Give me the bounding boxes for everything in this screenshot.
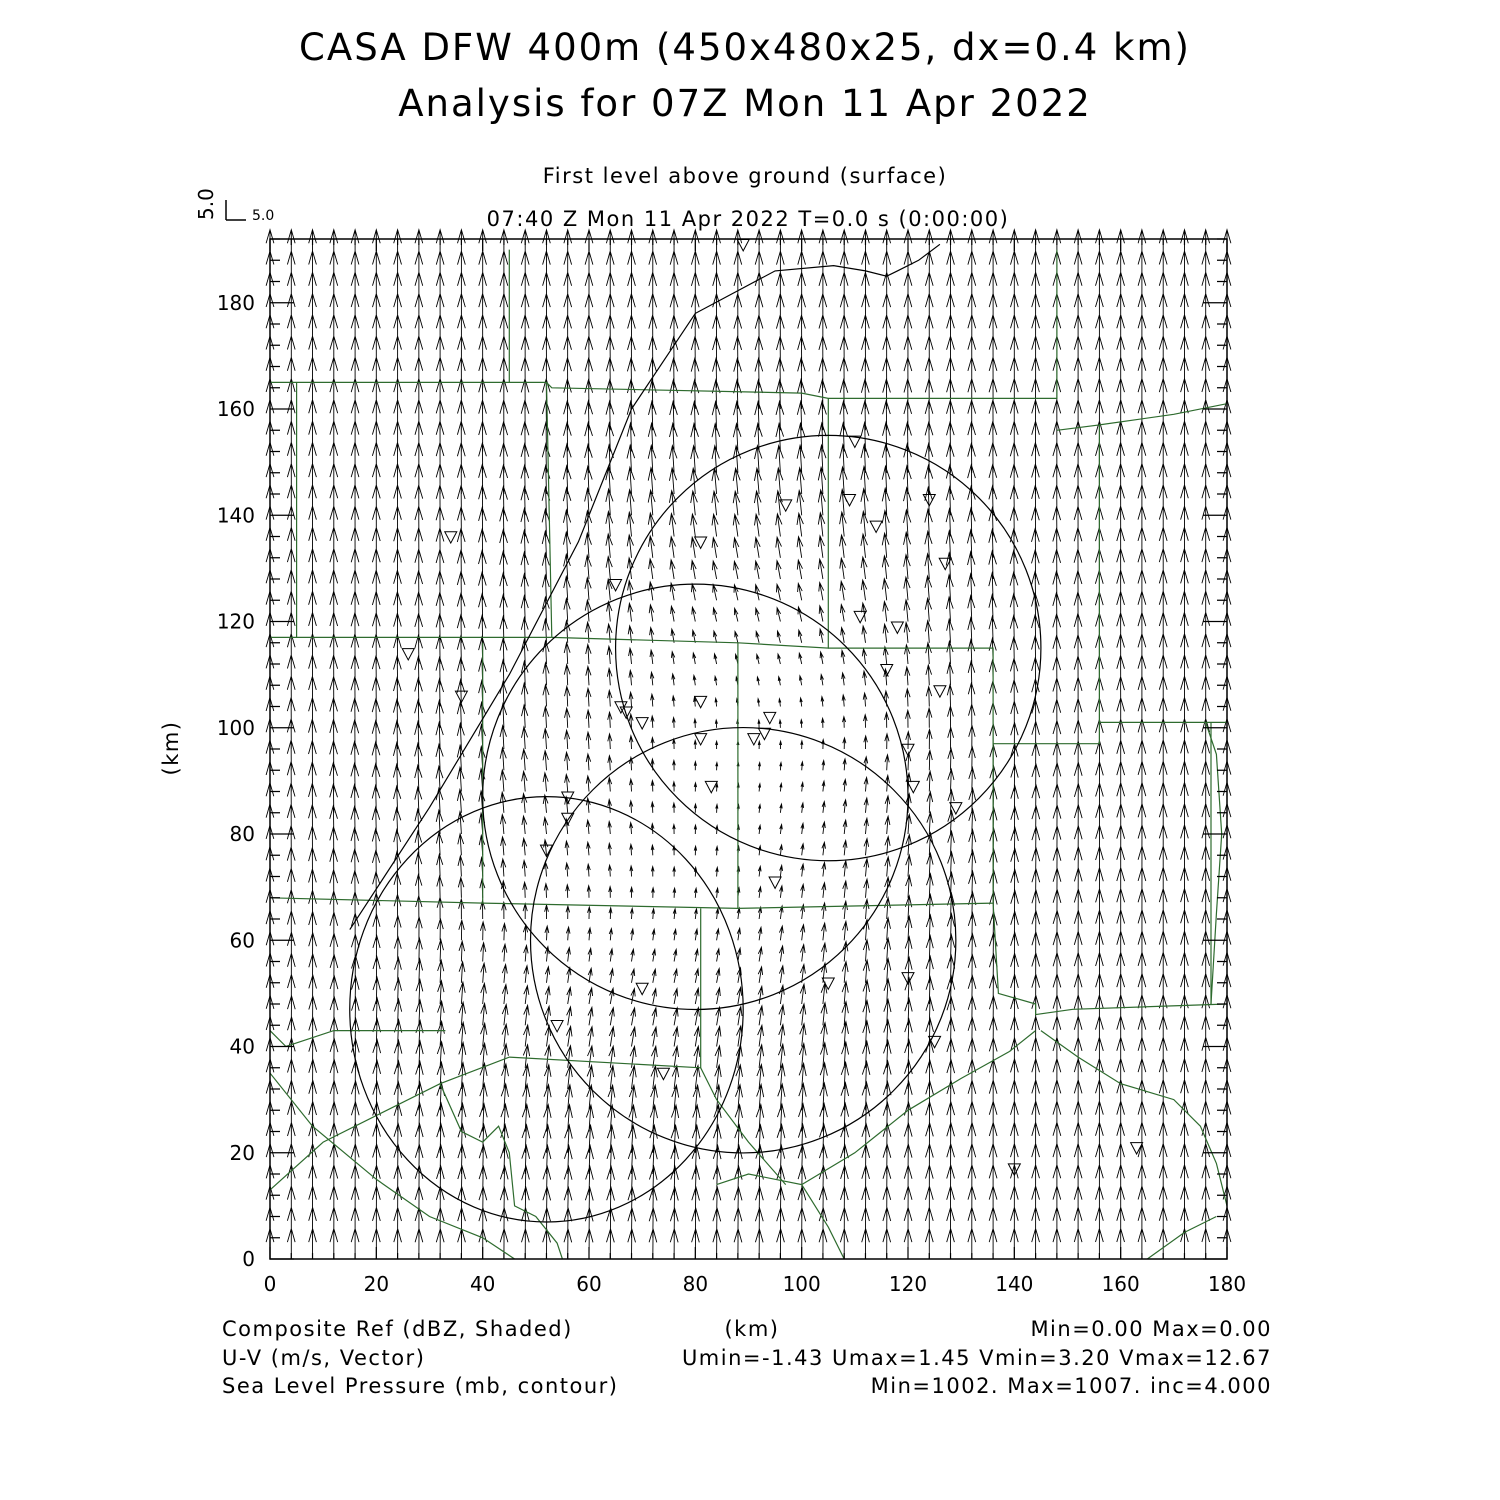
county-line-9 [993, 425, 1099, 744]
pressure-contour-4 [350, 244, 940, 929]
county-line-19 [1041, 1031, 1227, 1206]
title-line1: CASA DFW 400m (450x480x25, dx=0.4 km) [299, 26, 1191, 69]
station-marker-36 [551, 1020, 563, 1031]
y-tick-label-4: 80 [229, 822, 255, 846]
station-marker-33 [822, 978, 834, 989]
station-marker-20 [764, 712, 776, 723]
y-tick-label-1: 20 [229, 1140, 255, 1165]
station-marker-8 [844, 495, 856, 506]
x-tick-label-8: 160 [1101, 1272, 1140, 1296]
station-marker-9 [870, 521, 882, 532]
field-1-stats: Min=0.00 Max=0.00 [1030, 1317, 1272, 1341]
plot-axes [217, 239, 1246, 1296]
station-markers [402, 240, 1142, 1176]
reference-vector [194, 188, 274, 224]
station-marker-21 [758, 728, 770, 739]
county-line-21 [440, 1084, 562, 1259]
county-line-14 [270, 1057, 786, 1190]
field-3-name: Sea Level Pressure (mb, contour) [222, 1374, 619, 1398]
y-tick-label-9: 180 [216, 290, 255, 315]
station-marker-6 [780, 500, 792, 511]
station-marker-32 [636, 983, 648, 994]
station-marker-37 [657, 1068, 669, 1079]
x-tick-label-7: 140 [995, 1272, 1034, 1296]
y-tick-label-2: 40 [229, 1034, 255, 1059]
vector-arrows [266, 230, 1231, 1259]
ref-vector-v-label: 5.0 [194, 188, 218, 220]
county-line-15 [717, 1031, 1036, 1185]
x-tick-label-2: 40 [469, 1272, 496, 1296]
x-tick-label-0: 0 [263, 1272, 277, 1296]
station-marker-15 [934, 686, 946, 697]
station-marker-14 [881, 665, 893, 676]
y-tick-label-7: 140 [216, 503, 255, 528]
station-marker-4 [610, 580, 622, 591]
pressure-contour-1 [531, 728, 956, 1153]
station-marker-31 [769, 877, 781, 888]
county-line-8 [738, 648, 993, 908]
y-axis-label: (km) [159, 720, 183, 776]
field-2-name: U-V (m/s, Vector) [222, 1346, 426, 1370]
x-tick-label-1: 20 [363, 1272, 390, 1296]
x-tick-label-5: 100 [782, 1272, 821, 1296]
station-marker-13 [891, 622, 903, 633]
x-axis-label: (km) [724, 1317, 780, 1341]
field-1-name: Composite Ref (dBZ, Shaded) [222, 1317, 573, 1341]
y-tick-label-5: 100 [216, 715, 255, 740]
station-marker-22 [748, 734, 760, 745]
title-line2: Analysis for 07Z Mon 11 Apr 2022 [398, 82, 1092, 125]
station-marker-2 [402, 649, 414, 660]
station-marker-26 [907, 781, 919, 792]
field-2-stats: Umin=-1.43 Umax=1.45 Vmin=3.20 Vmax=12.67 [681, 1346, 1272, 1370]
station-marker-19 [695, 696, 707, 707]
y-tick-label-3: 60 [229, 928, 255, 953]
ref-vector-u-label: 5.0 [252, 208, 275, 224]
county-line-0 [270, 250, 509, 383]
county-line-13 [993, 903, 1227, 1015]
y-tick-label-0: 0 [242, 1247, 255, 1271]
wind-vectors [266, 230, 1231, 1259]
county-line-18 [270, 1073, 515, 1259]
x-tick-label-4: 80 [682, 1272, 709, 1296]
y-tick-label-8: 160 [216, 397, 255, 421]
x-tick-label-6: 120 [888, 1272, 928, 1296]
station-marker-1 [445, 532, 457, 543]
level-label: First level above ground (surface) [542, 164, 948, 188]
station-marker-18 [636, 718, 648, 729]
y-tick-label-6: 120 [216, 609, 255, 634]
county-boundaries [270, 250, 1227, 1259]
field-3-stats: Min=1002. Max=1007. inc=4.000 [870, 1374, 1272, 1398]
x-tick-label-3: 60 [576, 1272, 602, 1296]
station-marker-0 [737, 240, 749, 251]
time-label: 07:40 Z Mon 11 Apr 2022 T=0.0 s (0:00:00) [486, 207, 1010, 231]
x-tick-label-9: 180 [1207, 1272, 1247, 1296]
